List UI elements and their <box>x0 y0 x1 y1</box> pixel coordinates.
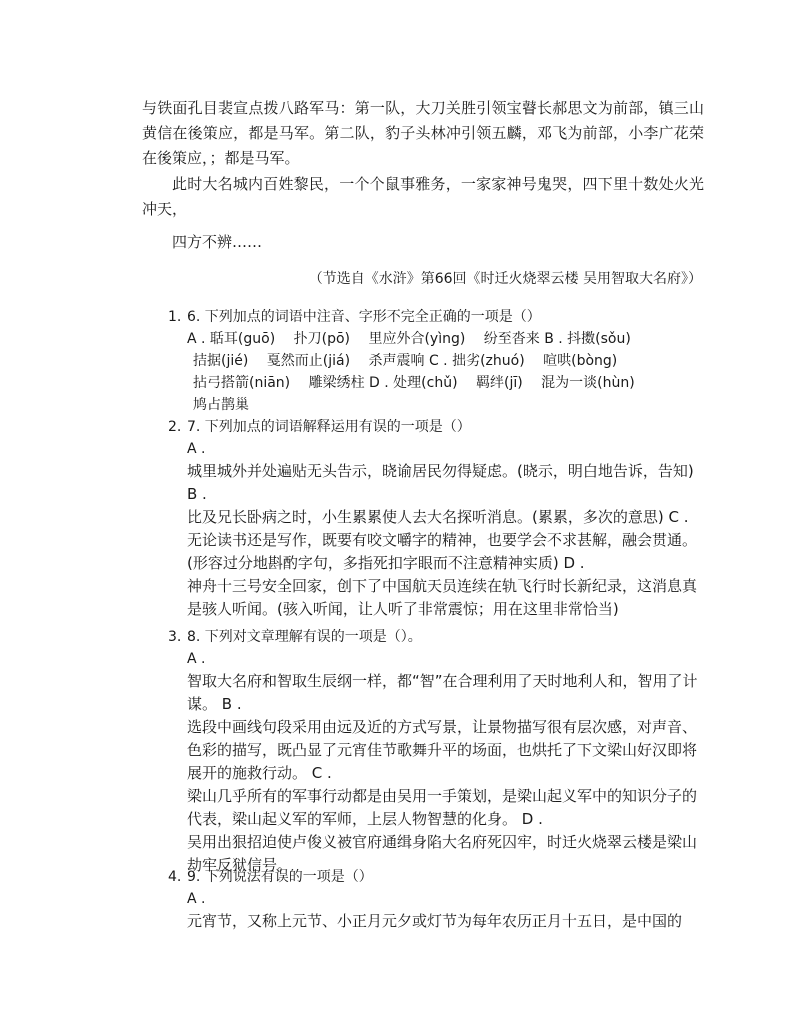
option-text: 选段中画线句段采用由远及近的方式写景，让景物描写很有层次感，对声音、色彩的描写，既凸显了元宵佳节歌舞升平的场面，也烘托了下文梁山好汉即将展开的施救行动。 C . <box>187 718 698 782</box>
option-text: 比及兄长卧病之时，小生累累使人去大名探听消息。(累累，多次的意思) C . <box>187 508 689 526</box>
option-text: 元宵节，又称上元节、小正月元夕或灯节为每年农历正月十五日，是中国的 <box>187 912 683 930</box>
question-number: 4. <box>168 869 182 885</box>
question-number: 3. <box>168 629 182 645</box>
option-label: A . <box>187 651 206 667</box>
option-text: 神舟十三号安全回家，创下了中国航天员连续在轨飞行时长新纪录，这消息真是骇人听闻。(骇入听闻，让人听了非常震惊；用在这里非常恰当) <box>187 577 698 618</box>
passage-paragraph-3: 四方不辨…… <box>172 233 263 251</box>
option-label: A . <box>187 891 206 907</box>
option-text: 梁山几乎所有的军事行动都是由吴用一手策划，是梁山起义军中的知识分子的代表，梁山起义军的军师，上层人物智慧的化身。 D . <box>187 787 698 828</box>
question-stem: 9. 下列说法有误的一项是（） <box>187 869 373 885</box>
passage-paragraph-2: 此时大名城内百姓黎民，一个个鼠事雅务，一家家神号鬼哭，四下里十数处火光冲天， <box>142 175 704 218</box>
question-stem: 8. 下列对文章理解有误的一项是（）。 <box>187 629 422 645</box>
option-text: 智取大名府和智取生辰纲一样，都“智”在合理利用了天时地利人和，智用了计谋。 B . <box>187 672 698 713</box>
option-text: 无论读书还是写作，既要有咬文嚼字的精神，也要学会不求甚解，融会贯通。(形容过分地斟酌字句，多指死扣字眼而不注意精神实质) D . <box>187 531 698 572</box>
question-4 <box>168 866 708 933</box>
option-text: 吴用出狠招迫使卢俊义被官府通缉身陷大名府死囚牢，时迁火烧翠云楼是梁山劫牢反狱信号。 <box>187 833 698 874</box>
question-stem: 6. 下列加点的词语中注音、字形不完全正确的一项是（） <box>187 309 541 325</box>
option-line: 鸠占鹊巢 <box>193 397 249 413</box>
option-text: 城里城外并处遍贴无头告示，晓谕居民勿得疑虑。(晓示，明白地告诉，告知) B . <box>187 462 694 503</box>
question-2 <box>168 416 708 621</box>
option-label: A . <box>187 441 206 457</box>
question-stem: 7. 下列加点的词语解释运用有误的一项是（） <box>187 419 471 435</box>
question-1 <box>168 306 708 416</box>
passage-source: （节选自《水浒》第66回《时迁火烧翠云楼 吴用智取大名府》） <box>308 271 702 287</box>
question-3 <box>168 626 708 877</box>
passage-paragraph-1: 与铁面孔目裴宣点拨八路军马：第一队，大刀关胜引领宝瞽长郝思文为前部，镇三山黄信在後策应，都是马军。第二队，豹子头林冲引领五麟，邓飞为前部，小李广花荣在後策应，；都是马军。 <box>142 99 704 167</box>
option-line: 拈弓搭箭(niān) 雕梁绣柱 D . 处理(chǔ) 羁绊(jī) 混为一谈(hùn) <box>193 375 635 391</box>
question-number: 2. <box>168 419 182 435</box>
option-line: A . 聒耳(guō) 扑刀(pō) 里应外合(yìng) 纷至沓来 B . 抖擞(sǒu) <box>187 331 631 347</box>
option-line: 拮据(jié) 戛然而止(jiá) 杀声震响 C . 拙劣(zhuó) 喧哄(bòng) <box>193 353 618 369</box>
question-number: 1. <box>168 309 182 325</box>
